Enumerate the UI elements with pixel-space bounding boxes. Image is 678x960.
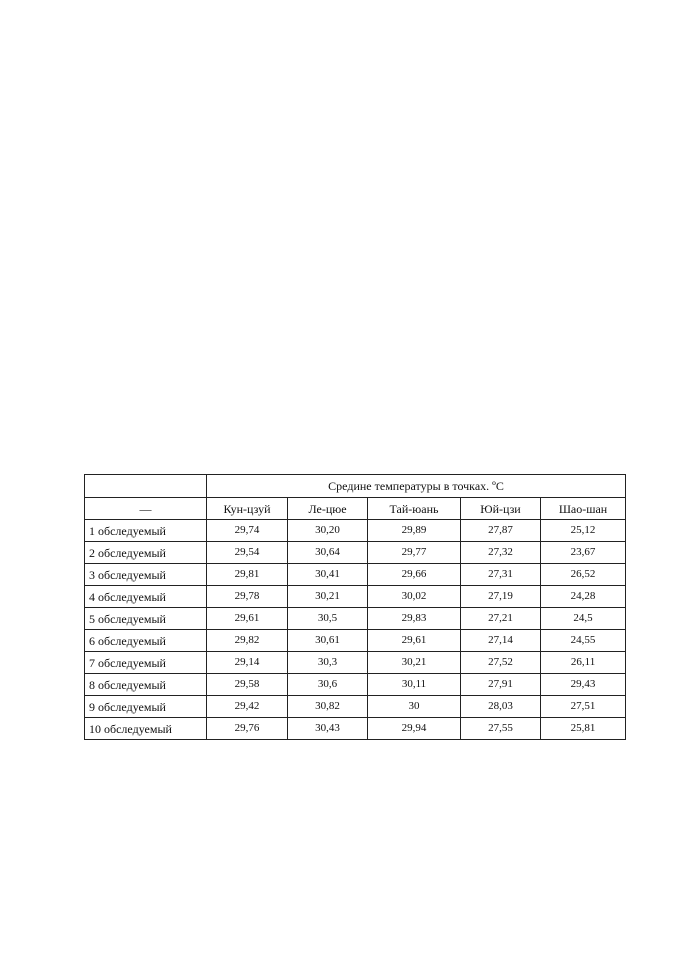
table-cell: 29,58 <box>207 674 288 696</box>
temperature-table-container <box>84 474 625 740</box>
table-cell: 29,77 <box>368 542 461 564</box>
table-cell: 29,82 <box>207 630 288 652</box>
column-header: Юй-цзи <box>461 498 541 520</box>
blank-corner-cell <box>85 475 207 498</box>
table-cell: 29,83 <box>368 608 461 630</box>
table-cell: 30,21 <box>288 586 368 608</box>
table-cell: 30,5 <box>288 608 368 630</box>
table-cell: 27,19 <box>461 586 541 608</box>
table-cell: 30,43 <box>288 718 368 740</box>
table-cell: 27,14 <box>461 630 541 652</box>
table-cell: 25,12 <box>541 520 626 542</box>
row-label: 6 обследуемый <box>85 630 207 652</box>
table-cell: 26,11 <box>541 652 626 674</box>
table-cell: 30,3 <box>288 652 368 674</box>
column-header: Шао-шан <box>541 498 626 520</box>
table-cell: 30,61 <box>288 630 368 652</box>
row-label: 4 обследуемый <box>85 586 207 608</box>
table-cell: 29,78 <box>207 586 288 608</box>
table-cell: 29,61 <box>207 608 288 630</box>
table-cell: 27,91 <box>461 674 541 696</box>
table-row <box>85 542 626 564</box>
table-row <box>85 520 626 542</box>
table-cell: 30 <box>368 696 461 718</box>
table-cell: 29,76 <box>207 718 288 740</box>
table-cell: 26,52 <box>541 564 626 586</box>
table-cell: 29,74 <box>207 520 288 542</box>
table-cell: 27,32 <box>461 542 541 564</box>
table-row <box>85 608 626 630</box>
table-cell: 30,41 <box>288 564 368 586</box>
table-row <box>85 586 626 608</box>
table-cell: 29,43 <box>541 674 626 696</box>
table-row <box>85 696 626 718</box>
corner-label: — <box>85 498 207 520</box>
row-label: 2 обследуемый <box>85 542 207 564</box>
row-label: 10 обследуемый <box>85 718 207 740</box>
table-cell: 27,52 <box>461 652 541 674</box>
table-cell: 24,28 <box>541 586 626 608</box>
table-cell: 30,64 <box>288 542 368 564</box>
table-cell: 30,82 <box>288 696 368 718</box>
table-row <box>85 718 626 740</box>
table-cell: 30,11 <box>368 674 461 696</box>
row-label: 9 обследуемый <box>85 696 207 718</box>
table-cell: 30,6 <box>288 674 368 696</box>
table-row <box>85 564 626 586</box>
table-cell: 29,81 <box>207 564 288 586</box>
temperature-table <box>84 474 626 740</box>
column-header: Кун-цзуй <box>207 498 288 520</box>
table-cell: 29,89 <box>368 520 461 542</box>
table-row <box>85 652 626 674</box>
row-label: 1 обследуемый <box>85 520 207 542</box>
row-label: 5 обследуемый <box>85 608 207 630</box>
table-cell: 30,20 <box>288 520 368 542</box>
table-cell: 29,14 <box>207 652 288 674</box>
table-cell: 27,51 <box>541 696 626 718</box>
table-cell: 29,42 <box>207 696 288 718</box>
table-cell: 27,31 <box>461 564 541 586</box>
table-cell: 24,55 <box>541 630 626 652</box>
table-cell: 30,02 <box>368 586 461 608</box>
table-cell: 29,66 <box>368 564 461 586</box>
table-cell: 27,55 <box>461 718 541 740</box>
table-row <box>85 630 626 652</box>
table-cell: 29,61 <box>368 630 461 652</box>
table-cell: 28,03 <box>461 696 541 718</box>
row-label: 8 обследуемый <box>85 674 207 696</box>
table-cell: 29,54 <box>207 542 288 564</box>
table-cell: 24,5 <box>541 608 626 630</box>
column-header: Ле-цюе <box>288 498 368 520</box>
table-cell: 25,81 <box>541 718 626 740</box>
table-cell: 27,87 <box>461 520 541 542</box>
table-row <box>85 674 626 696</box>
table-cell: 27,21 <box>461 608 541 630</box>
table-cell: 29,94 <box>368 718 461 740</box>
row-label: 7 обследуемый <box>85 652 207 674</box>
caption-row <box>85 475 626 498</box>
column-header: Тай-юань <box>368 498 461 520</box>
column-header-row <box>85 498 626 520</box>
table-caption: Средине температуры в точках. ºС <box>207 475 626 498</box>
row-label: 3 обследуемый <box>85 564 207 586</box>
table-cell: 30,21 <box>368 652 461 674</box>
table-cell: 23,67 <box>541 542 626 564</box>
